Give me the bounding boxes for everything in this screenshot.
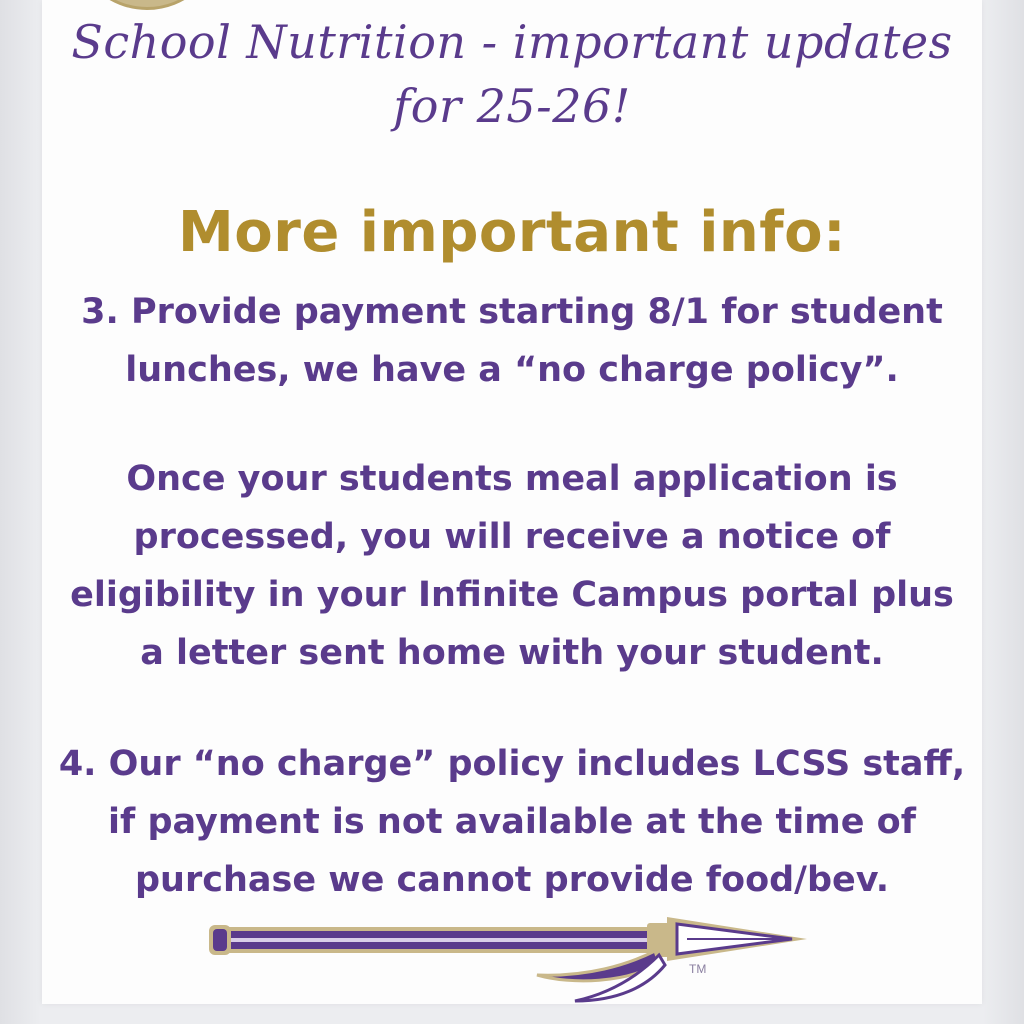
paragraph-staff-policy [42, 735, 982, 909]
text-line: 4. Our “no charge” policy includes LCSS staff, [58, 744, 966, 784]
paragraph-meal-application [42, 450, 982, 682]
text-line: lunches, we have a “no charge policy”. [125, 350, 899, 390]
text-line: purchase we cannot provide food/bev. [134, 860, 890, 900]
text-line: 3. Provide payment starting 8/1 for student [81, 292, 943, 332]
spear-with-feathers-icon [207, 905, 817, 1004]
title-line-2: for 25-26! [393, 79, 631, 134]
page-title [42, 10, 982, 139]
announcement-card [42, 0, 982, 1004]
text-line: a letter sent home with your student. [140, 633, 884, 673]
title-line-1: School Nutrition - important updates [71, 15, 953, 69]
spear-butt [213, 929, 227, 951]
trademark-mark: TM [689, 962, 707, 976]
subheading: More important info: [178, 200, 846, 265]
text-line: Once your students meal application is [126, 459, 898, 499]
school-seal-partial [72, 0, 222, 10]
paragraph-payment [42, 283, 982, 399]
text-line: if payment is not available at the time of [108, 802, 916, 842]
text-line: processed, you will receive a notice of [133, 517, 891, 557]
text-line: eligibility in your Infinite Campus portal plus [70, 575, 954, 615]
spear-shaft-highlight [219, 938, 655, 942]
